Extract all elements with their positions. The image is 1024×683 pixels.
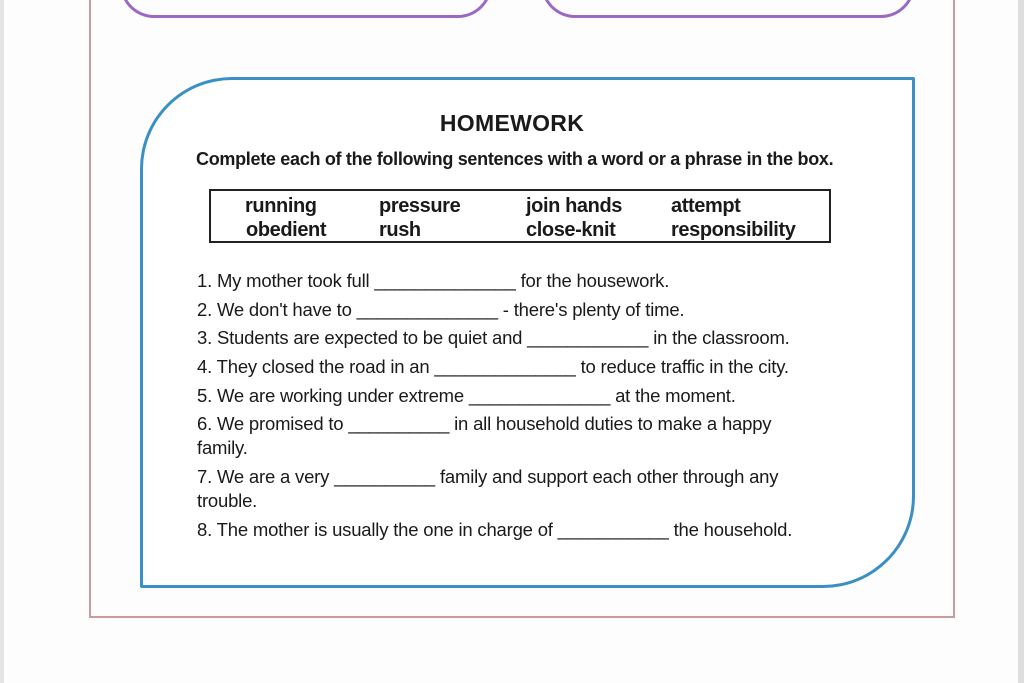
instruction-text: Complete each of the following sentences with a word or a phrase in the box. xyxy=(196,149,834,169)
word-join-hands: join hands xyxy=(526,195,623,217)
question-6 xyxy=(197,412,771,460)
word-responsibility: responsibility xyxy=(671,219,796,241)
question-6-line-2: family. xyxy=(197,437,248,458)
word-close-knit: close-knit xyxy=(526,219,616,241)
question-7 xyxy=(197,465,778,513)
question-3: 3. Students are expected to be quiet and ____________ in the classroom. xyxy=(197,327,790,348)
question-4: 4. They closed the road in an ______________ to reduce traffic in the city. xyxy=(197,356,789,377)
question-8: 8. The mother is usually the one in charge of ___________ the household. xyxy=(197,519,793,540)
question-7-line-2: trouble. xyxy=(197,490,258,511)
top-right-frame xyxy=(541,0,915,18)
left-edge xyxy=(0,0,4,683)
homework-title: HOMEWORK xyxy=(439,110,585,136)
word-rush: rush xyxy=(379,219,421,241)
question-7-line-1: 7. We are a very __________ family and support each other through any xyxy=(197,466,779,487)
top-left-frame xyxy=(120,0,492,18)
word-running: running xyxy=(245,195,317,217)
word-pressure: pressure xyxy=(379,195,461,217)
question-2: 2. We don't have to ______________ - there's plenty of time. xyxy=(197,299,685,320)
word-obedient: obedient xyxy=(246,219,327,241)
word-attempt: attempt xyxy=(671,195,741,217)
question-6-line-1: 6. We promised to __________ in all household duties to make a happy xyxy=(197,413,772,434)
question-1: 1. My mother took full ______________ for the housework. xyxy=(197,270,670,291)
right-edge xyxy=(1018,0,1024,683)
question-5: 5. We are working under extreme ______________ at the moment. xyxy=(197,385,736,406)
